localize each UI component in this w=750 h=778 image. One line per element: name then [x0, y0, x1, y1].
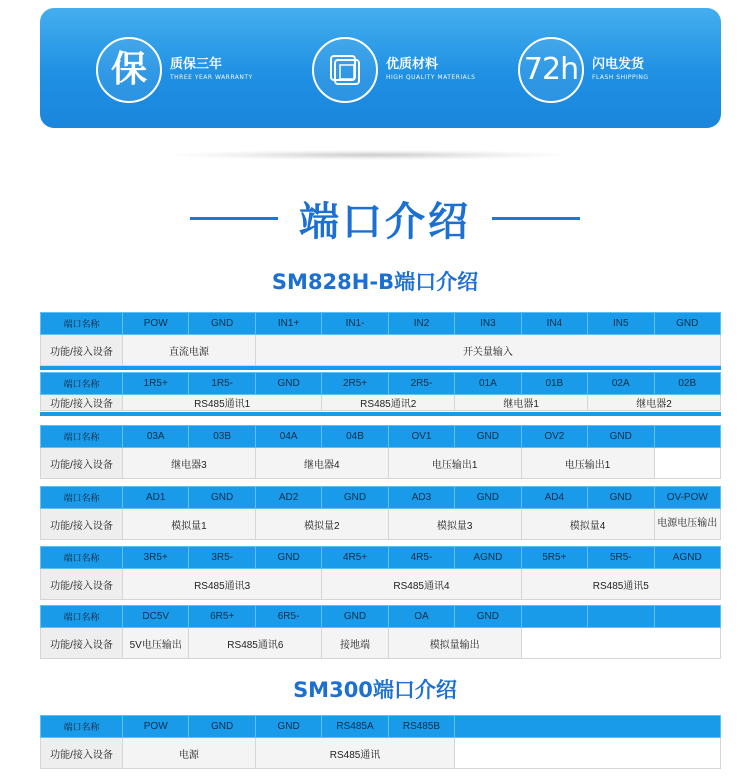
function-cell-empty	[654, 448, 721, 479]
function-cell: 模拟量4	[521, 509, 654, 540]
port-cell: 5R5-	[588, 547, 654, 569]
port-label: 端口名称	[41, 426, 123, 448]
materials-subtitle: HIGH QUALITY MATERIALS	[386, 74, 476, 81]
port-cell: GND	[455, 487, 521, 509]
function-label: 功能/接入设备	[41, 738, 123, 769]
port-cell: 01A	[455, 373, 521, 395]
function-row	[41, 395, 721, 411]
section-title-sm300: SM300端口介绍	[293, 678, 457, 702]
port-table-3	[40, 425, 721, 479]
port-cell: AD4	[521, 487, 587, 509]
port-cell: POW	[123, 313, 189, 335]
function-cell: 继电器2	[588, 395, 721, 411]
port-table-5	[40, 546, 721, 600]
port-table-4	[40, 486, 721, 540]
warranty-icon	[96, 37, 162, 103]
port-cell: GND	[255, 716, 321, 738]
port-cell: 01B	[521, 373, 587, 395]
port-cell: 3R5-	[189, 547, 255, 569]
function-cell: RS485通讯3	[123, 569, 322, 600]
port-cell: 6R5-	[255, 606, 321, 628]
port-label: 端口名称	[41, 487, 123, 509]
port-label: 端口名称	[41, 547, 123, 569]
port-cell: GND	[189, 313, 255, 335]
port-cell	[654, 606, 721, 628]
feature-banner	[40, 8, 721, 128]
port-cell: GND	[189, 487, 255, 509]
function-cell: 电压输出1	[521, 448, 654, 479]
title-rule-left	[190, 217, 278, 220]
section-title-sm828h: SM828H-B端口介绍	[271, 270, 479, 294]
port-cell: GND	[189, 716, 255, 738]
function-label: 功能/接入设备	[41, 448, 123, 479]
port-cell: 2R5+	[322, 373, 388, 395]
port-label: 端口名称	[41, 373, 123, 395]
port-label: 端口名称	[41, 716, 123, 738]
function-row	[41, 569, 721, 600]
port-cell: 1R5+	[123, 373, 189, 395]
port-cell: IN1-	[322, 313, 388, 335]
port-label: 端口名称	[41, 606, 123, 628]
function-label: 功能/接入设备	[41, 569, 123, 600]
port-cell: 4R5+	[322, 547, 388, 569]
port-cell: AD3	[388, 487, 454, 509]
function-cell: 直流电源	[123, 335, 256, 366]
port-cell: GND	[588, 487, 654, 509]
port-row	[41, 313, 721, 335]
shipping-icon	[518, 37, 584, 103]
materials-icon	[312, 37, 378, 103]
function-cell-empty	[455, 738, 721, 769]
function-cell: RS485通讯2	[322, 395, 455, 411]
material-layers-icon	[327, 52, 363, 88]
port-cell: 3R5+	[123, 547, 189, 569]
port-cell: POW	[123, 716, 189, 738]
port-cell: 03A	[123, 426, 189, 448]
port-cell	[588, 606, 654, 628]
port-cell: OV2	[521, 426, 587, 448]
feature-warranty	[96, 34, 253, 106]
function-cell: 电源	[123, 738, 256, 769]
port-cell: 4R5-	[388, 547, 454, 569]
function-cell: 电压输出1	[388, 448, 521, 479]
port-row	[41, 426, 721, 448]
function-cell: RS485通讯5	[521, 569, 720, 600]
port-cell: IN5	[588, 313, 654, 335]
port-cell: GND	[654, 313, 721, 335]
function-label: 功能/接入设备	[41, 628, 123, 659]
port-row	[41, 716, 721, 738]
port-cell: 02B	[654, 373, 721, 395]
port-cell: AD1	[123, 487, 189, 509]
table-separator	[40, 366, 721, 370]
materials-title: 优质材料	[386, 57, 439, 72]
function-cell: 5V电压输出	[123, 628, 189, 659]
table-separator	[40, 412, 721, 416]
port-table-6	[40, 605, 721, 659]
port-cell: RS485B	[388, 716, 454, 738]
port-cell: AGND	[455, 547, 521, 569]
function-cell: 继电器1	[455, 395, 588, 411]
port-row	[41, 547, 721, 569]
feature-shipping	[518, 34, 649, 106]
shipping-glyph: 72h	[523, 52, 579, 87]
function-cell: 模拟量3	[388, 509, 521, 540]
function-row	[41, 448, 721, 479]
port-cell: GND	[588, 426, 654, 448]
function-label: 功能/接入设备	[41, 335, 123, 366]
shipping-title: 闪电发货	[592, 57, 645, 72]
port-cell: DC5V	[123, 606, 189, 628]
main-title: 端口介绍	[299, 198, 471, 245]
port-cell: 6R5+	[189, 606, 255, 628]
port-cell: GND	[255, 373, 321, 395]
port-cell: RS485A	[322, 716, 388, 738]
function-row	[41, 628, 721, 659]
function-cell: RS485通讯	[255, 738, 454, 769]
function-cell-empty	[521, 628, 720, 659]
port-cell	[521, 606, 587, 628]
banner-shadow	[170, 150, 570, 160]
function-cell: RS485通讯4	[322, 569, 521, 600]
function-cell: 继电器3	[123, 448, 256, 479]
port-cell: GND	[255, 547, 321, 569]
function-cell: RS485通讯6	[189, 628, 322, 659]
port-cell: OA	[388, 606, 454, 628]
port-cell: IN4	[521, 313, 587, 335]
port-cell: IN3	[455, 313, 521, 335]
port-cell: GND	[455, 606, 521, 628]
port-cell: OV-POW	[654, 487, 721, 509]
warranty-glyph: 保	[110, 49, 147, 90]
port-cell: IN1+	[255, 313, 321, 335]
port-cell: 5R5+	[521, 547, 587, 569]
port-cell: GND	[455, 426, 521, 448]
port-cell: OV1	[388, 426, 454, 448]
function-cell: 模拟量1	[123, 509, 256, 540]
function-cell: 接地端	[322, 628, 388, 659]
port-cell: 2R5-	[388, 373, 454, 395]
function-row	[41, 335, 721, 366]
function-label: 功能/接入设备	[41, 509, 123, 540]
function-cell: RS485通讯1	[123, 395, 322, 411]
port-cell: AD2	[255, 487, 321, 509]
feature-materials	[312, 34, 475, 106]
port-table-1	[40, 312, 721, 366]
port-label: 端口名称	[41, 313, 123, 335]
port-cell: 02A	[588, 373, 654, 395]
function-cell: 开关量输入	[255, 335, 720, 366]
main-title-block	[190, 190, 580, 246]
warranty-title: 质保三年	[170, 57, 223, 72]
port-cell: 03B	[189, 426, 255, 448]
shipping-subtitle: FLASH SHIPPING	[592, 74, 649, 81]
function-cell: 模拟量2	[255, 509, 388, 540]
port-cell: 04B	[322, 426, 388, 448]
port-cell: 1R5-	[189, 373, 255, 395]
port-table-2	[40, 372, 721, 411]
function-row	[41, 738, 721, 769]
function-cell: 继电器4	[255, 448, 388, 479]
function-cell: 电源电压输出	[654, 509, 721, 540]
port-row	[41, 373, 721, 395]
port-cell	[654, 426, 721, 448]
port-row	[41, 606, 721, 628]
port-cell: GND	[322, 606, 388, 628]
function-label: 功能/接入设备	[41, 395, 123, 411]
port-cell: AGND	[654, 547, 721, 569]
function-row	[41, 509, 721, 540]
function-cell: 模拟量输出	[388, 628, 521, 659]
port-table-7	[40, 715, 721, 769]
port-cell: GND	[322, 487, 388, 509]
port-cell: IN2	[388, 313, 454, 335]
port-row	[41, 487, 721, 509]
port-cell: 04A	[255, 426, 321, 448]
title-rule-right	[492, 217, 580, 220]
port-cell-empty	[455, 716, 721, 738]
warranty-subtitle: THREE YEAR WARRANTY	[170, 74, 253, 81]
